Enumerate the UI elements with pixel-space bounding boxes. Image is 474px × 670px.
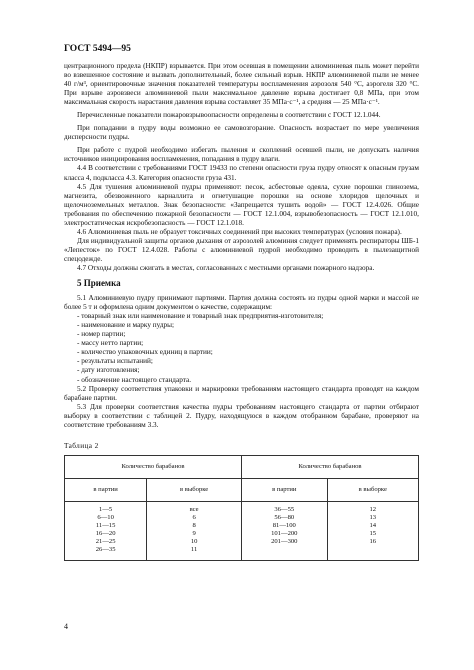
- list-item: - массу нетто партии;: [77, 339, 144, 348]
- table-col-header: в выборке: [147, 478, 242, 501]
- table-value: 12: [369, 505, 377, 513]
- requirements-list: [64, 312, 419, 384]
- table-value: 8: [192, 521, 196, 529]
- clause-4-6: 4.6 Алюминиевая пыль не образует токсичных соединений при высоких температурах (условия пожара).: [77, 227, 402, 236]
- table-value: 16: [369, 537, 377, 545]
- body-paragraph-respirators: Для индивидуальной защиты органов дыхания от аэрозолей алюминия следует применять респираторы ШБ-1 «Лепесток» по ГОСТ 12.4.028. Работы с алюминиевой пудрой необходимо проводить в пылезащитной спецодежде.: [64, 236, 419, 263]
- sampling-table: [64, 455, 419, 561]
- table-value: 9: [192, 529, 196, 537]
- table-value: 14: [369, 521, 377, 529]
- table-value: 6—10: [97, 513, 114, 521]
- table-value: 201—300: [271, 537, 298, 545]
- document-body: [64, 62, 419, 561]
- clause-5-1: 5.1 Алюминиевую пудру принимают партиями. Партия должна состоять из пудры одной марки и массой не более 5 т и оформлена одним документом о качестве, содержащим:: [64, 294, 419, 312]
- body-paragraph-2: Перечисленные показатели пожаровзрывоопасности определены в соответствии с ГОСТ 12.1.044.: [77, 111, 381, 120]
- list-item: - количество упаковочных единиц в партии;: [77, 348, 213, 357]
- table-cell-left-sample: [147, 501, 242, 560]
- clause-5-2: 5.2 Проверку соответствия упаковки и маркировки требованиям настоящего стандарта проводят на каждом барабане партии.: [64, 384, 419, 402]
- list-item: - номер партии;: [77, 330, 126, 339]
- table-value: 36—55: [274, 505, 295, 513]
- table-value: 13: [369, 513, 377, 521]
- table-value: 21—25: [95, 537, 116, 545]
- table-cell-left-party: [65, 501, 147, 560]
- table-value: 16—20: [95, 529, 116, 537]
- table-value: 1—5: [99, 505, 113, 513]
- list-item: - дату изготовления;: [77, 366, 140, 375]
- table-cell-right-sample: [327, 501, 418, 560]
- table-value: все: [189, 505, 199, 513]
- clause-5-3: 5.3 Для проверки соответствия качества пудры требованиям настоящего стандарта от партии отбирают выборку в соответствии с таблицей 2. Пудру, находящуюся в каждом отобранном барабане, проверяют на соответствие требованиям 3.3.: [64, 402, 419, 429]
- table-value: 56—80: [274, 513, 295, 521]
- table-value: 15: [369, 529, 377, 537]
- clause-4-5: 4.5 Для тушения алюминиевой пудры применяют: песок, асбестовые одеяла, сухие порошки глинозема, магнезита, обезвоженного карналлита и огнетушащие порошки на основе хлоридов щелочных и щелочноземельных металлов. Знак безопасности: «Запрещается тушить водой» — ГОСТ 12.4.026. Общие требования по обеспечению пожарной безопасности — ГОСТ 12.1.004, взрывобезопасность — ГОСТ 12.1.010, электростатическая искробезопасность — ГОСТ 12.1.018.: [64, 182, 419, 227]
- table-value: 101—200: [271, 529, 298, 537]
- page-number: 4: [64, 622, 68, 631]
- table-value: 11: [190, 545, 198, 553]
- body-paragraph-1: центрационного предела (НКПР) взрывается. При этом осевшая в помещении алюминиевая пыль может перейти во взвешенное состояние и вызвать дополнительный, более сильный взрыв. НКПР алюминиевой пыли не менее 40 г/м³, ориентировочные значения показателей температуры воспламенения аэрозоля 540 °С, аэрогеля 320 °С. При взрыве аэровзвеси алюминиевой пыли максимальное давление взрыва достигает 0,8 МПа, при этом максимальная скорость нарастания давления взрыва составляет 35 МПа·с⁻¹, а средняя — 25 МПа·с⁻¹.: [64, 62, 419, 107]
- body-paragraph-4: При работе с пудрой необходимо избегать пыления и скоплений осевшей пыли, не допускать наличия источников инициирования воспламенения, попадания в пудру влаги.: [64, 146, 419, 164]
- table-value: 81—100: [272, 521, 296, 529]
- table-cell-right-party: [241, 501, 327, 560]
- list-item: - результаты испытаний;: [77, 357, 153, 366]
- clause-4-4: 4.4 В соответствии с требованиями ГОСТ 19433 по степени опасности груза пудру относят к опасным грузам класса 4, подкласса 4.3. Категория опасности груза 431.: [64, 164, 419, 182]
- table-value: 6: [192, 513, 196, 521]
- body-paragraph-3: При попадании в пудру воды возможно ее самовозгорание. Опасность возрастает по мере увеличения дисперсности пудры.: [64, 124, 419, 142]
- table-col-header: в партии: [241, 478, 327, 501]
- clause-4-7: 4.7 Отходы должны сжигать в местах, согласованных с местными органами пожарного надзора.: [77, 263, 375, 272]
- table-value: 11—15: [95, 521, 116, 529]
- table-group-header-right: Количество барабанов: [241, 455, 418, 478]
- standard-header: ГОСТ 5494—95: [64, 44, 131, 54]
- table-col-header: в партии: [65, 478, 147, 501]
- table-col-header: в выборке: [327, 478, 418, 501]
- list-item: - наименование и марку пудры;: [77, 321, 175, 330]
- table-value: 10: [190, 537, 198, 545]
- table-group-header-left: Количество барабанов: [65, 455, 242, 478]
- list-item: - обозначение настоящего стандарта.: [77, 375, 192, 384]
- table-value: 26—35: [95, 545, 116, 553]
- list-item: - товарный знак или наименование и товарный знак предприятия-изготовителя;: [77, 312, 324, 321]
- section-title: 5 Приемка: [77, 278, 121, 289]
- table-caption: Таблица 2: [64, 441, 99, 450]
